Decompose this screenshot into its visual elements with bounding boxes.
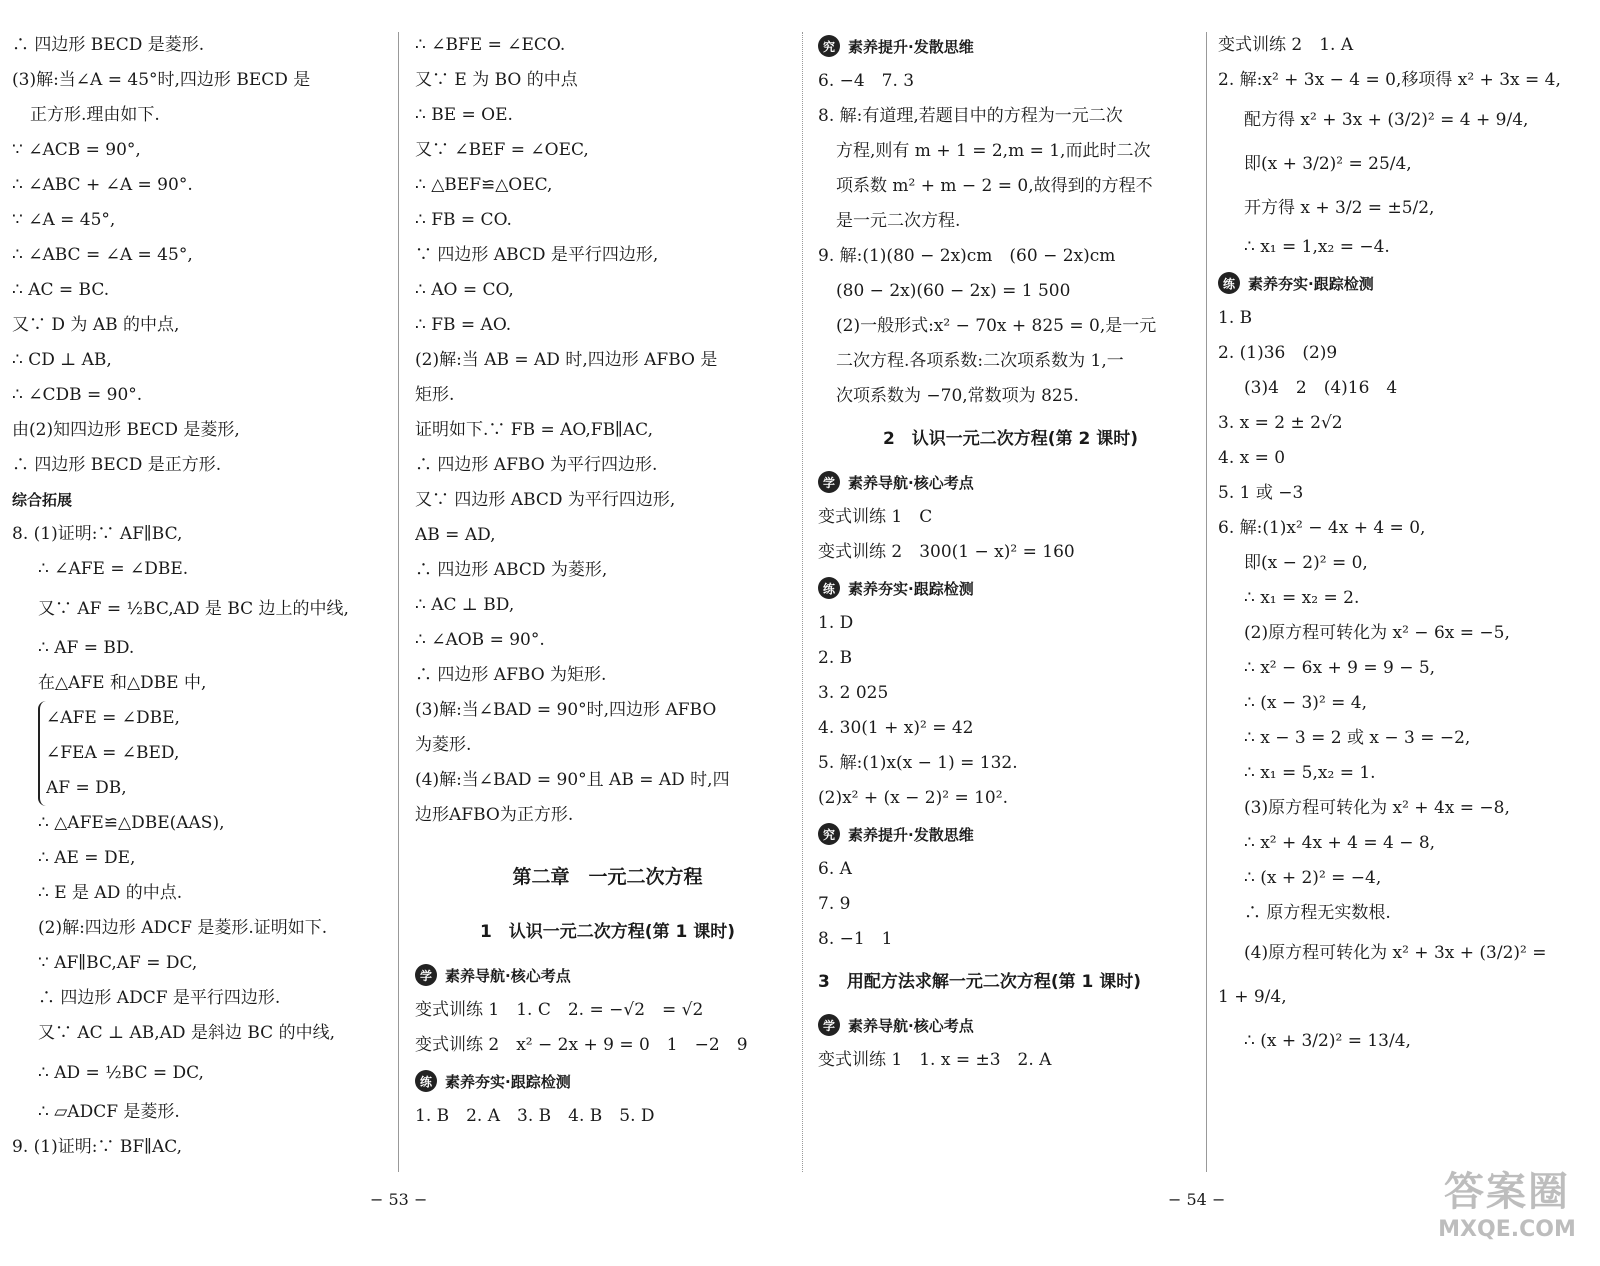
text-line: (3)解:当∠A = 45°时,四边形 BECD 是 bbox=[12, 70, 311, 90]
text-line: 变式训练 1 1. x = ±3 2. A bbox=[818, 1050, 1052, 1070]
column-divider bbox=[1206, 32, 1207, 1172]
text-line: ∴ 四边形 AFBO 为矩形. bbox=[415, 665, 607, 685]
badge-icon: 学 bbox=[818, 471, 840, 493]
text-line: ∵ ∠A = 45°, bbox=[12, 210, 116, 230]
text-line: ∴ x² − 6x + 9 = 9 − 5, bbox=[1244, 658, 1436, 678]
column-1 bbox=[12, 28, 392, 1165]
text-line: 1. B bbox=[1218, 308, 1253, 328]
text-line: ∴ ∠ABC = ∠A = 45°, bbox=[12, 245, 193, 265]
text-line: ∴ AO = CO, bbox=[415, 280, 514, 300]
text-line: ∴ ▱ADCF 是菱形. bbox=[38, 1102, 180, 1122]
page-number-right: − 54 − bbox=[1168, 1190, 1226, 1209]
text-line: (2)x² + (x − 2)² = 10². bbox=[818, 788, 1008, 808]
text-line: 9. 解:(1)(80 − 2x)cm (60 − 2x)cm bbox=[818, 246, 1116, 266]
text-line: 是一元二次方程. bbox=[836, 211, 961, 231]
text-line: 8. −1 1 bbox=[818, 929, 893, 949]
text-line: ∴ (x + 2)² = −4, bbox=[1244, 868, 1382, 888]
text-line: (2)一般形式:x² − 70x + 825 = 0,是一元 bbox=[836, 316, 1157, 336]
text-line: ∵ AF∥BC,AF = DC, bbox=[38, 953, 198, 973]
text-line: 变式训练 2 1. A bbox=[1218, 35, 1354, 55]
badge-icon: 究 bbox=[818, 35, 840, 57]
text-line: 5. 解:(1)x(x − 1) = 132. bbox=[818, 753, 1018, 773]
text-line: ∴ x² + 4x + 4 = 4 − 8, bbox=[1244, 833, 1436, 853]
text-line: 边形AFBO为正方形. bbox=[415, 805, 574, 825]
column-divider bbox=[398, 32, 399, 1172]
heading-label: 素养夯实·跟踪检测 bbox=[1248, 274, 1374, 293]
text-line: (2)原方程可转化为 x² − 6x = −5, bbox=[1244, 623, 1510, 643]
heading-label: 素养提升·发散思维 bbox=[848, 37, 974, 56]
text-line: 开方得 x + 3/2 = ±5/2, bbox=[1244, 198, 1435, 218]
text-line: ∴ △BEF≌△OEC, bbox=[415, 175, 553, 195]
text-line: 又∵ AF = ½BC,AD 是 BC 边上的中线, bbox=[38, 599, 349, 619]
text-line: 次项系数为 −70,常数项为 825. bbox=[836, 386, 1079, 406]
text-line: 证明如下.∵ FB = AO,FB∥AC, bbox=[415, 420, 653, 440]
text-line: (80 − 2x)(60 − 2x) = 1 500 bbox=[836, 281, 1071, 301]
spacer bbox=[415, 833, 800, 847]
text-line: (3)原方程可转化为 x² + 4x = −8, bbox=[1244, 798, 1510, 818]
heading-label: 素养导航·核心考点 bbox=[848, 473, 974, 492]
text-line: ∵ ∠ACB = 90°, bbox=[12, 140, 141, 160]
text-line: 3. 2 025 bbox=[818, 683, 889, 703]
page-number-left: − 53 − bbox=[370, 1190, 428, 1209]
watermark-text: 答案圈 bbox=[1444, 1169, 1570, 1215]
text-line: 3. x = 2 ± 2√2 bbox=[1218, 413, 1343, 433]
text-line: ∴ ∠ABC + ∠A = 90°. bbox=[12, 175, 193, 195]
text-line: (3)解:当∠BAD = 90°时,四边形 AFBO bbox=[415, 700, 717, 720]
text-line: (2)解:当 AB = AD 时,四边形 AFBO 是 bbox=[415, 350, 718, 370]
text-line: 正方形.理由如下. bbox=[30, 105, 160, 125]
text-line: AF = DB, bbox=[46, 778, 127, 798]
chapter-title: 第二章 一元二次方程 bbox=[512, 866, 703, 888]
section-title: 1 认识一元二次方程(第 1 课时) bbox=[479, 922, 736, 942]
text-line: ∵ 四边形 ABCD 是平行四边形, bbox=[415, 245, 659, 265]
badge-icon: 练 bbox=[1218, 272, 1240, 294]
text-line: ∴ BE = OE. bbox=[415, 105, 513, 125]
text-line: ∴ CD ⊥ AB, bbox=[12, 350, 112, 370]
text-line: 1 + 9/4, bbox=[1218, 987, 1287, 1007]
badge-icon: 学 bbox=[818, 1014, 840, 1036]
text-line: 变式训练 1 C bbox=[818, 507, 933, 527]
text-line: ∴ ∠BFE = ∠ECO. bbox=[415, 35, 566, 55]
badge-icon: 练 bbox=[818, 577, 840, 599]
text-line: ∴ ∠CDB = 90°. bbox=[12, 385, 143, 405]
section-title: 3 用配方法求解一元二次方程(第 1 课时) bbox=[818, 972, 1142, 992]
text-line: 1. B 2. A 3. B 4. B 5. D bbox=[415, 1106, 655, 1126]
text-line: 又∵ E 为 BO 的中点 bbox=[415, 70, 578, 90]
text-line: (4)原方程可转化为 x² + 3x + (3/2)² = bbox=[1244, 943, 1547, 963]
text-line: 2. (1)36 (2)9 bbox=[1218, 343, 1338, 363]
text-line: 7. 9 bbox=[818, 894, 851, 914]
text-line: 8. (1)证明:∵ AF∥BC, bbox=[12, 524, 183, 544]
text-line: ∴ AD = ½BC = DC, bbox=[38, 1063, 204, 1083]
text-line: 1. D bbox=[818, 613, 854, 633]
text-line: ∴ x − 3 = 2 或 x − 3 = −2, bbox=[1244, 728, 1471, 748]
section-heading bbox=[415, 1063, 800, 1099]
section-heading bbox=[415, 957, 800, 993]
column-4 bbox=[1218, 28, 1590, 1063]
text-line: 项系数 m² + m − 2 = 0,故得到的方程不 bbox=[836, 176, 1153, 196]
text-line: ∴ x₁ = 1,x₂ = −4. bbox=[1244, 237, 1390, 257]
text-line: ∴ 四边形 BECD 是正方形. bbox=[12, 455, 222, 475]
text-line: ∴ 四边形 AFBO 为平行四边形. bbox=[415, 455, 658, 475]
text-line: ∴ AC = BC. bbox=[12, 280, 110, 300]
text-line: 6. 解:(1)x² − 4x + 4 = 0, bbox=[1218, 518, 1426, 538]
text-line: 即(x + 3/2)² = 25/4, bbox=[1244, 154, 1412, 174]
text-line: 二次方程.各项系数:二次项系数为 1,一 bbox=[836, 351, 1124, 371]
section-heading bbox=[1218, 265, 1590, 301]
section-heading bbox=[818, 464, 1203, 500]
text-line: 矩形. bbox=[415, 385, 455, 405]
text-line: 2. 解:x² + 3x − 4 = 0,移项得 x² + 3x = 4, bbox=[1218, 70, 1561, 90]
text-line: 6. A bbox=[818, 859, 852, 879]
text-line: 8. 解:有道理,若题目中的方程为一元二次 bbox=[818, 106, 1123, 126]
watermark-logo bbox=[1432, 1160, 1582, 1252]
text-line: 方程,则有 m + 1 = 2,m = 1,而此时二次 bbox=[836, 141, 1151, 161]
equation-system bbox=[38, 701, 392, 806]
text-line: ∴ ∠AOB = 90°. bbox=[415, 630, 545, 650]
text-line: AB = AD, bbox=[415, 525, 496, 545]
text-line: ∴ 原方程无实数根. bbox=[1244, 903, 1391, 923]
heading-label: 素养导航·核心考点 bbox=[445, 966, 571, 985]
text-line: 配方得 x² + 3x + (3/2)² = 4 + 9/4, bbox=[1244, 110, 1529, 130]
text-line: 由(2)知四边形 BECD 是菱形, bbox=[12, 420, 240, 440]
badge-icon: 究 bbox=[818, 823, 840, 845]
text-line: 变式训练 2 300(1 − x)² = 160 bbox=[818, 542, 1075, 562]
text-line: 为菱形. bbox=[415, 735, 472, 755]
section-heading bbox=[818, 28, 1203, 64]
text-line: 9. (1)证明:∵ BF∥AC, bbox=[12, 1137, 183, 1157]
text-line: ∠AFE = ∠DBE, bbox=[46, 708, 180, 728]
text-line: 又∵ D 为 AB 的中点, bbox=[12, 315, 180, 335]
text-line: ∴ (x + 3/2)² = 13/4, bbox=[1244, 1031, 1411, 1051]
heading-label: 素养导航·核心考点 bbox=[848, 1016, 974, 1035]
heading-label: 素养夯实·跟踪检测 bbox=[445, 1072, 571, 1091]
column-2 bbox=[415, 28, 800, 1134]
text-line: ∴ x₁ = x₂ = 2. bbox=[1244, 588, 1360, 608]
text-line: ∴ AE = DE, bbox=[38, 848, 136, 868]
text-line: 又∵ ∠BEF = ∠OEC, bbox=[415, 140, 589, 160]
text-line: ∴ 四边形 BECD 是菱形. bbox=[12, 35, 205, 55]
badge-icon: 练 bbox=[415, 1070, 437, 1092]
text-line: ∴ 四边形 ADCF 是平行四边形. bbox=[38, 988, 281, 1008]
section-heading bbox=[818, 1007, 1203, 1043]
text-line: 5. 1 或 −3 bbox=[1218, 483, 1304, 503]
text-line: 即(x − 2)² = 0, bbox=[1244, 553, 1368, 573]
column-3 bbox=[818, 28, 1203, 1078]
text-line: (4)解:当∠BAD = 90°且 AB = AD 时,四 bbox=[415, 770, 730, 790]
heading-label: 素养提升·发散思维 bbox=[848, 825, 974, 844]
text-line: ∴ FB = AO. bbox=[415, 315, 512, 335]
heading-label: 素养夯实·跟踪检测 bbox=[848, 579, 974, 598]
text-line: ∴ 四边形 ABCD 为菱形, bbox=[415, 560, 608, 580]
section-heading: 综合拓展 bbox=[12, 491, 73, 509]
text-line: ∴ AC ⊥ BD, bbox=[415, 595, 515, 615]
text-line: ∴ ∠AFE = ∠DBE. bbox=[38, 559, 189, 579]
text-line: ∴ FB = CO. bbox=[415, 210, 512, 230]
page-divider bbox=[802, 32, 803, 1172]
text-line: ∴ x₁ = 5,x₂ = 1. bbox=[1244, 763, 1376, 783]
text-line: ∴ △AFE≌△DBE(AAS), bbox=[38, 813, 225, 833]
text-line: (3)4 2 (4)16 4 bbox=[1244, 378, 1398, 398]
text-line: 在△AFE 和△DBE 中, bbox=[38, 673, 207, 693]
text-line: 又∵ 四边形 ABCD 为平行四边形, bbox=[415, 490, 676, 510]
section-heading bbox=[818, 816, 1203, 852]
text-line: 4. x = 0 bbox=[1218, 448, 1286, 468]
badge-icon: 学 bbox=[415, 964, 437, 986]
text-line: 2. B bbox=[818, 648, 853, 668]
text-line: 4. 30(1 + x)² = 42 bbox=[818, 718, 974, 738]
section-heading bbox=[818, 570, 1203, 606]
watermark-url: MXQE.COM bbox=[1438, 1217, 1576, 1242]
text-line: 变式训练 2 x² − 2x + 9 = 0 1 −2 9 bbox=[415, 1035, 748, 1055]
text-line: 又∵ AC ⊥ AB,AD 是斜边 BC 的中线, bbox=[38, 1023, 335, 1043]
text-line: ∴ AF = BD. bbox=[38, 638, 135, 658]
section-title: 2 认识一元二次方程(第 2 课时) bbox=[882, 429, 1139, 449]
text-line: ∠FEA = ∠BED, bbox=[46, 743, 180, 763]
text-line: 变式训练 1 1. C 2. = −√2 = √2 bbox=[415, 1000, 704, 1020]
text-line: ∴ (x − 3)² = 4, bbox=[1244, 693, 1368, 713]
text-line: 6. −4 7. 3 bbox=[818, 71, 915, 91]
text-line: (2)解:四边形 ADCF 是菱形.证明如下. bbox=[38, 918, 328, 938]
text-line: ∴ E 是 AD 的中点. bbox=[38, 883, 183, 903]
